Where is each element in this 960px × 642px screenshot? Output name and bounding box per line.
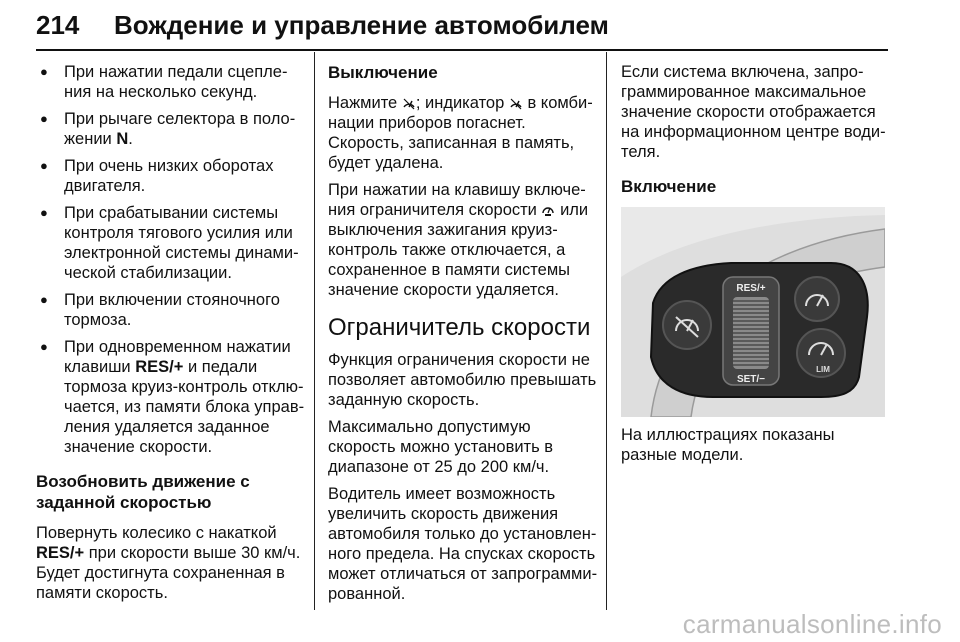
on-heading: Включение (621, 177, 717, 196)
resume-text: Повернуть колесико с накаткой RES/+ при скорости выше 30 км/ч. Будет достигнута сохраненная в памяти скорость. (36, 524, 301, 602)
column-2 (328, 62, 598, 611)
cruise-off-icon (402, 96, 416, 110)
column-3 (621, 62, 889, 472)
column-divider-2 (606, 52, 607, 610)
limiter-p3: Водитель имеет возможность увеличить скорость движения автомобиля только до установлен-ного предела. На спусках скорость может отличаться от запрограмми-рованной. (328, 485, 598, 603)
resume-heading: Возобновить движение с заданной скоростью (36, 472, 250, 512)
list-item: ● При рычаге селектора в поло-жении N. (36, 109, 306, 149)
lim-label: LIM (816, 365, 830, 374)
off-text-2: При нажатии на клавишу включе-ния ограничителя скорости или выключения зажигания круиз-контроль также отключается, а сохраненное в памяти системы значение скорости удаляется. (328, 181, 589, 299)
off-heading: Выключение (328, 63, 438, 82)
speed-limiter-icon (541, 203, 555, 217)
column-1 (36, 62, 306, 610)
intro-text: Если система включена, запро-граммированное максимальное значение скорости отображается на информационном центре води-теля. (621, 63, 886, 161)
limiter-p2: Максимально допустимую скорость можно установить в диапазоне от 25 до 200 км/ч. (328, 418, 554, 476)
limiter-heading: Ограничитель скорости (328, 314, 591, 341)
limiter-p1: Функция ограничения скорости не позволяет автомобилю превышать заданную скорость. (328, 351, 597, 409)
header-divider (36, 49, 888, 51)
cruise-off-indicator-icon (509, 96, 523, 110)
page-number: 214 (36, 10, 80, 40)
steering-wheel-controls-illustration (621, 207, 885, 417)
page-title: Вождение и управление автомобилем (114, 10, 609, 40)
column-divider-1 (314, 52, 315, 610)
list-item: ● При срабатывании системы контроля тягового усилия или электронной системы динами-ческой стабилизации. (36, 203, 306, 283)
list-item: ● При одновременном нажатии клавиши RES/+ и педали тормоза круиз-контроль отклю-чается, из памяти блока управ-ления удаляется заданное значение скорости. (36, 337, 306, 457)
list-item: ● При очень низких оборотах двигателя. (36, 156, 306, 196)
list-item: ● При включении стояночного тормоза. (36, 290, 306, 330)
set-label: SET/− (736, 374, 766, 385)
res-label: RES/+ (736, 283, 766, 294)
off-text: Нажмите ; индикатор в комби-нации приборов погаснет. Скорость, записанная в память, будет удалена. (328, 94, 593, 172)
list-item: ● При нажатии педали сцепле-ния на несколько секунд. (36, 62, 306, 102)
watermark: carmanualsonline.info (682, 609, 942, 639)
page-header (36, 4, 888, 50)
figure-caption: На иллюстрациях показаны разные модели. (621, 426, 835, 464)
